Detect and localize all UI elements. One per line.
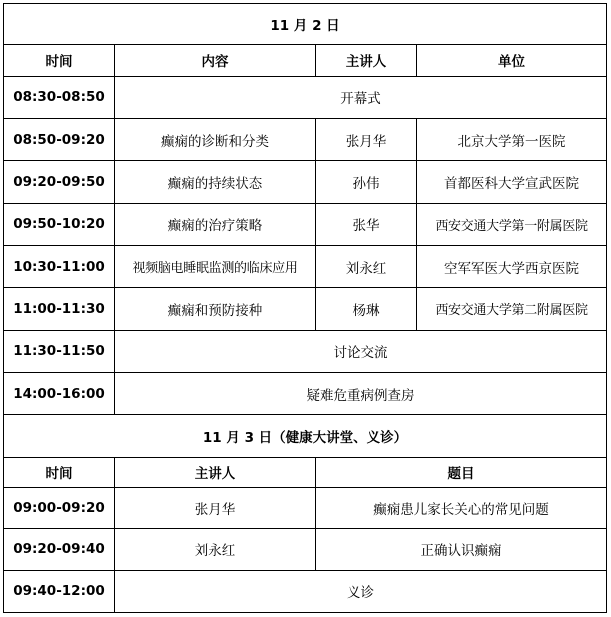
speaker-cell: 刘永红 <box>115 529 316 570</box>
day1-title-row <box>4 4 607 45</box>
table-row <box>4 570 607 612</box>
rounds-cell: 疑难危重病例查房 <box>115 372 607 414</box>
time-cell: 09:20-09:40 <box>4 529 115 570</box>
content-cell: 视频脑电睡眠监测的临床应用 <box>115 245 316 287</box>
time-cell: 11:00-11:30 <box>4 288 115 330</box>
table-row <box>4 245 607 287</box>
table-row <box>4 161 607 203</box>
content-cell: 癫痫的诊断和分类 <box>115 118 316 160</box>
table-row <box>4 76 607 118</box>
table-row <box>4 203 607 245</box>
table-row <box>4 487 607 528</box>
speaker-cell: 孙伟 <box>316 161 417 203</box>
header-unit: 单位 <box>417 45 607 76</box>
table-row <box>4 288 607 330</box>
table-row <box>4 529 607 570</box>
day1-title: 11 月 2 日 <box>4 4 607 45</box>
unit-cell: 西安交通大学第二附属医院 <box>417 288 607 330</box>
content-cell: 癫痫的持续状态 <box>115 161 316 203</box>
time-cell: 08:30-08:50 <box>4 76 115 118</box>
schedule-table <box>3 3 607 613</box>
table-row <box>4 118 607 160</box>
speaker-cell: 张华 <box>316 203 417 245</box>
content-cell: 癫痫的治疗策略 <box>115 203 316 245</box>
header-topic: 题目 <box>316 457 607 487</box>
time-cell: 09:00-09:20 <box>4 487 115 528</box>
header-speaker: 主讲人 <box>115 457 316 487</box>
clinic-cell: 义诊 <box>115 570 607 612</box>
unit-cell: 首都医科大学宣武医院 <box>417 161 607 203</box>
table-row <box>4 372 607 414</box>
table-row <box>4 330 607 372</box>
unit-cell: 西安交通大学第一附属医院 <box>417 203 607 245</box>
topic-cell: 癫痫患儿家长关心的常见问题 <box>316 487 607 528</box>
day1-header-row <box>4 45 607 76</box>
time-cell: 10:30-11:00 <box>4 245 115 287</box>
time-cell: 09:20-09:50 <box>4 161 115 203</box>
header-speaker: 主讲人 <box>316 45 417 76</box>
time-cell: 11:30-11:50 <box>4 330 115 372</box>
header-content: 内容 <box>115 45 316 76</box>
unit-cell: 北京大学第一医院 <box>417 118 607 160</box>
time-cell: 14:00-16:00 <box>4 372 115 414</box>
day2-header-row <box>4 457 607 487</box>
header-time: 时间 <box>4 457 115 487</box>
speaker-cell: 刘永红 <box>316 245 417 287</box>
day2-title-row <box>4 415 607 457</box>
speaker-cell: 张月华 <box>115 487 316 528</box>
speaker-cell: 杨琳 <box>316 288 417 330</box>
time-cell: 08:50-09:20 <box>4 118 115 160</box>
speaker-cell: 张月华 <box>316 118 417 160</box>
topic-cell: 正确认识癫痫 <box>316 529 607 570</box>
time-cell: 09:50-10:20 <box>4 203 115 245</box>
day2-title: 11 月 3 日（健康大讲堂、义诊） <box>4 415 607 457</box>
content-cell: 癫痫和预防接种 <box>115 288 316 330</box>
header-time: 时间 <box>4 45 115 76</box>
unit-cell: 空军军医大学西京医院 <box>417 245 607 287</box>
time-cell: 09:40-12:00 <box>4 570 115 612</box>
discussion-cell: 讨论交流 <box>115 330 607 372</box>
opening-cell: 开幕式 <box>115 76 607 118</box>
